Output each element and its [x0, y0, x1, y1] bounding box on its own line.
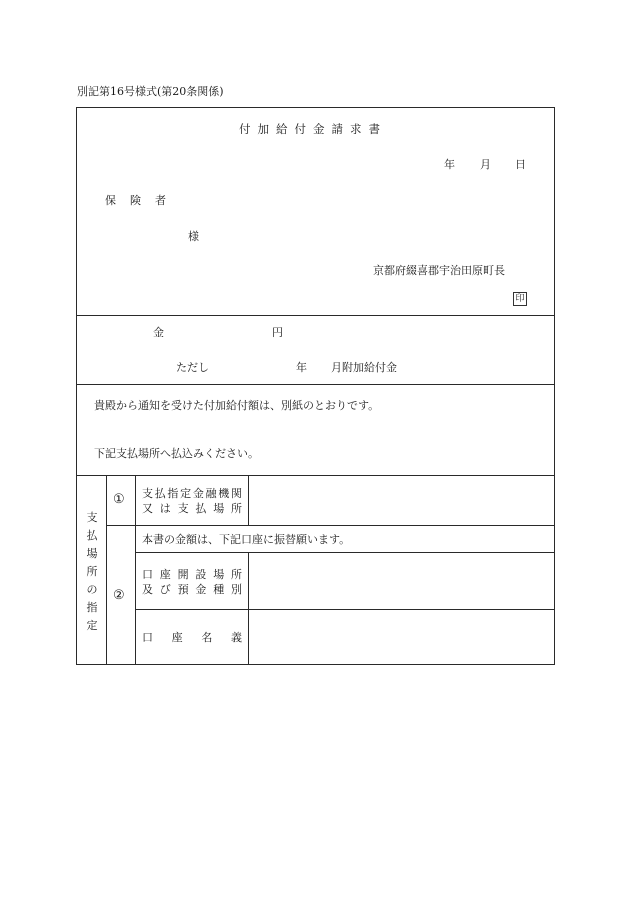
account-holder-value[interactable]: [250, 611, 553, 663]
divider-header-amount: [76, 315, 555, 316]
payment-request-text: 下記支払場所へ払込みください。: [94, 447, 259, 460]
divider-account-holder: [135, 609, 555, 610]
divider-option1-value: [248, 475, 249, 525]
mayor-title: 京都府綴喜郡宇治田原町長: [373, 264, 505, 277]
account-location-value[interactable]: [250, 554, 553, 607]
insurer-label: 保険者: [105, 194, 180, 207]
honorific-label: 様: [188, 230, 199, 243]
divider-notice-payment: [76, 475, 555, 476]
account-holder-label: 口座名義: [142, 631, 242, 644]
date-year-label: 年: [444, 158, 455, 171]
option-1-value[interactable]: [250, 477, 553, 523]
date-day-label: 日: [515, 158, 526, 171]
side-char: の: [86, 583, 98, 596]
side-char: 支: [86, 511, 98, 524]
proviso-label: ただし: [176, 361, 209, 374]
form-number: 別記第16号様式(第20条関係): [77, 85, 224, 98]
form-title: 付加給付金請求書: [239, 122, 387, 136]
side-char: 所: [86, 565, 98, 578]
proviso-month-suffix: 月附加給付金: [331, 361, 397, 374]
payment-designation-label: [86, 509, 98, 635]
notice-text: 貴殿から通知を受けた付加給付額は、別紙のとおりです。: [94, 399, 380, 412]
divider-mark-column: [135, 475, 136, 665]
date-month-label: 月: [480, 158, 491, 171]
option-1-mark: ①: [113, 492, 125, 507]
option-2-mark: ②: [113, 588, 125, 603]
option-1-label-line1: 支払指定金融機関: [142, 487, 242, 500]
option-1-label-line2: 又は支払場所: [142, 502, 242, 515]
account-location-label-line1: 口座開設場所: [142, 568, 242, 581]
divider-side-label: [106, 475, 107, 665]
side-char: 払: [86, 529, 98, 542]
side-char: 定: [86, 619, 98, 632]
amount-unit: 円: [272, 326, 283, 339]
seal-mark: 印: [513, 292, 527, 306]
side-char: 場: [86, 547, 98, 560]
divider-option2-value: [248, 552, 249, 665]
proviso-year-label: 年: [296, 361, 307, 374]
divider-option1-option2: [106, 525, 555, 526]
divider-amount-notice: [76, 384, 555, 385]
amount-label: 金: [153, 326, 164, 339]
side-char: 指: [86, 601, 98, 614]
account-location-label-line2: 及び預金種別: [142, 583, 242, 596]
divider-transfer-note: [135, 552, 555, 553]
transfer-note: 本書の金額は、下記口座に振替願います。: [142, 533, 351, 546]
